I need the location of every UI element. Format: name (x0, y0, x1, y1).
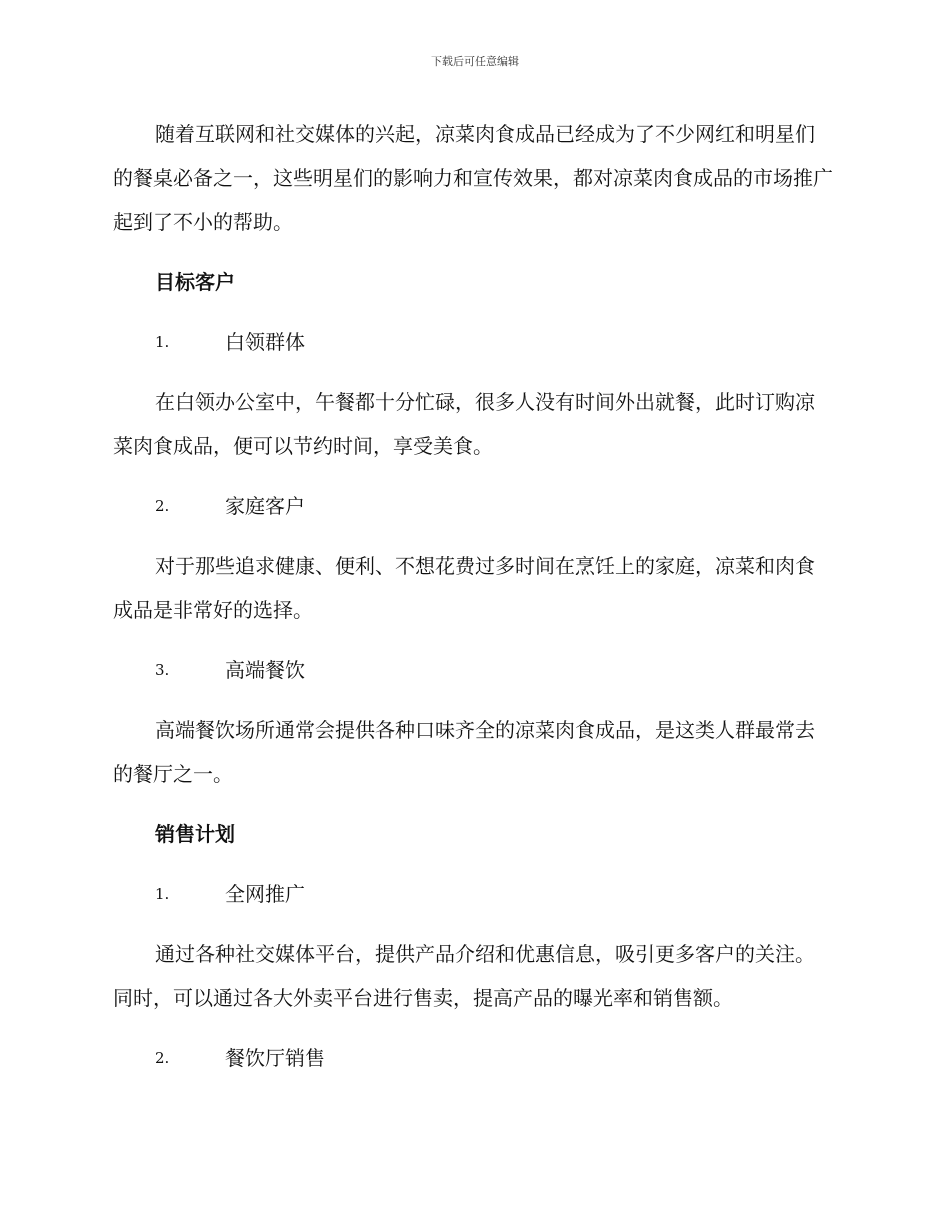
paragraph: 在白领办公室中，午餐都十分忙碌，很多人没有时间外出就餐，此时订购凉菜肉食成品，便可以节约时间，享受美食。 (113, 390, 815, 458)
page-header: 下载后可任意编辑 (431, 55, 519, 68)
list-item-label: 家庭客户 (225, 494, 305, 518)
paragraph: 高端餐饮场所通常会提供各种口味齐全的凉菜肉食成品，是这类人群最常去的餐厅之一。 (113, 718, 815, 786)
list-number: 2. (155, 497, 170, 515)
section-heading-target-customers: 目标客户 (155, 270, 235, 294)
paragraph-intro: 随着互联网和社交媒体的兴起，凉菜肉食成品已经成为了不少网红和明星们的餐桌必备之一，这些明星们的影响力和宣传效果，都对凉菜肉食成品的市场推广起到了不小的帮助。 (113, 122, 833, 234)
list-item (113, 320, 833, 364)
list-number: 1. (155, 885, 170, 903)
paragraph: 通过各种社交媒体平台，提供产品介绍和优惠信息，吸引更多客户的关注。同时，可以通过各大外卖平台进行售卖，提高产品的曝光率和销售额。 (113, 942, 815, 1010)
list-number: 3. (155, 661, 170, 679)
list-number: 1. (155, 333, 170, 351)
list-item-label: 餐饮厅销售 (225, 1046, 325, 1070)
list-item (113, 1036, 833, 1080)
list-item (113, 648, 833, 692)
list-item-label: 白领群体 (225, 330, 305, 354)
document-body (113, 112, 833, 1096)
list-number: 2. (155, 1049, 170, 1067)
list-item (113, 484, 833, 528)
list-item-label: 高端餐饮 (225, 658, 305, 682)
paragraph: 对于那些追求健康、便利、不想花费过多时间在烹饪上的家庭，凉菜和肉食成品是非常好的选择。 (113, 554, 815, 622)
list-item-label: 全网推广 (225, 882, 305, 906)
list-item (113, 872, 833, 916)
section-heading-sales-plan: 销售计划 (155, 822, 235, 846)
